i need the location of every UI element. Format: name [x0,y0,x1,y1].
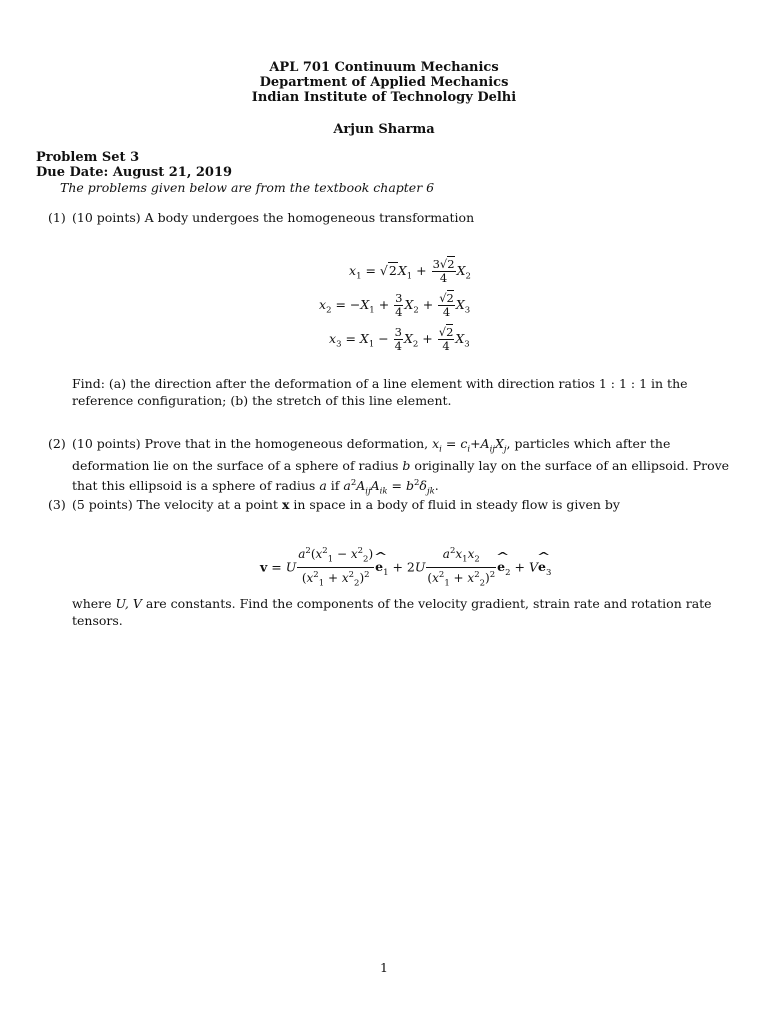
problem-set-label: Problem Set 3 [36,150,140,165]
problem-3-body: (5 points) The velocity at a point x in space in a body of fluid in steady flow is given by [72,497,620,512]
problem-number: (2) [48,436,66,451]
page-number: 1 [380,960,388,975]
problem-1-find: Find: (a) the direction after the deformation of a line element with direction ratios 1 : 1 : 1 in the reference configuration; (b) the stretch of this line element. [72,376,688,408]
problem-3-text-a: (5 points) The velocity at a point [72,497,278,512]
problem-2-text-d: if [330,477,340,493]
department: Department of Applied Mechanics [259,75,509,90]
problem-2-text-b: particles which after the deformation lie on the surface of a sphere of radius [72,436,671,473]
course-title: APL 701 Continuum Mechanics [269,60,499,75]
velocity-equation: v = U $\frac{a^2(x^2_1 - x^2_2)}{(x^2_1 + x^2_2)^2}$ ^ $e_1 + 2U$ $\frac{a^2x_1x_2}{(x^2_1 + x^2_2)^2}$ ^ $e_2$ + V^ $e_3$ [260,544,551,592]
problem-number: (3) [48,497,66,512]
problem-2-text-a: (10 points) Prove that in the homogeneous deformation, [72,436,429,451]
equation-x3: $x_3 = X_1$ − $\frac{3}{4}$ $X_2$ + $\frac{√2}{4}$ $X_3$ [329,325,470,353]
due-date: Due Date: August 21, 2019 [36,165,233,180]
institute: Indian Institute of Technology Delhi [251,90,517,105]
problem-number: (1) [48,210,66,225]
problem-2-text-c: originally lay on the surface of an ellipsoid. Prove that this ellipsoid is a sphere of radius [72,458,730,493]
equation-x2: $x_2 = -X_1$ + $\frac{3}{4}$ $X_2$ + $\frac{√2}{4}$ $X_3$ [319,291,471,319]
author: Arjun Sharma [333,122,435,137]
deformation-formula: $x_i = c_i+A_{ij}X_j$ [432,436,507,455]
equation-x1: $x_1 = √2X_1$ + $\frac{3√2}{4}$ $X_2$ [349,257,471,285]
where-label: where [72,596,112,611]
chapter-note: The problems given below are from the textbook chapter 6 [60,180,435,195]
problem-3-text-b: in space in a body of fluid in steady flow is given by [293,497,620,512]
problem-intro: (10 points) A body undergoes the homogeneous transformation [72,210,475,225]
problem-3-where: where U, V are constants. Find the components of the velocity gradient, strain rate and rotation rate tensors. [72,596,712,628]
where-text: are constants. Find the components of the velocity gradient, strain rate and rotation rate tensors. [72,596,712,628]
problem-2 [48,436,740,497]
problem-2-body: (10 points) Prove that in the homogeneous deformation, $x_i = c_i+A_{ij}X_j$, particles which after the deformation lie on the surface of a sphere of radius b originally lay on the surface of an ellipsoid. Prove that this ellipsoid is a sphere of radius a if $a^2A_{ij}A_{ik} = b^2\delta_{jk}$. [72,436,730,497]
ellipsoid-condition: $a^2A_{ij}A_{ik} = b^2\delta_{jk}$ [343,477,435,497]
